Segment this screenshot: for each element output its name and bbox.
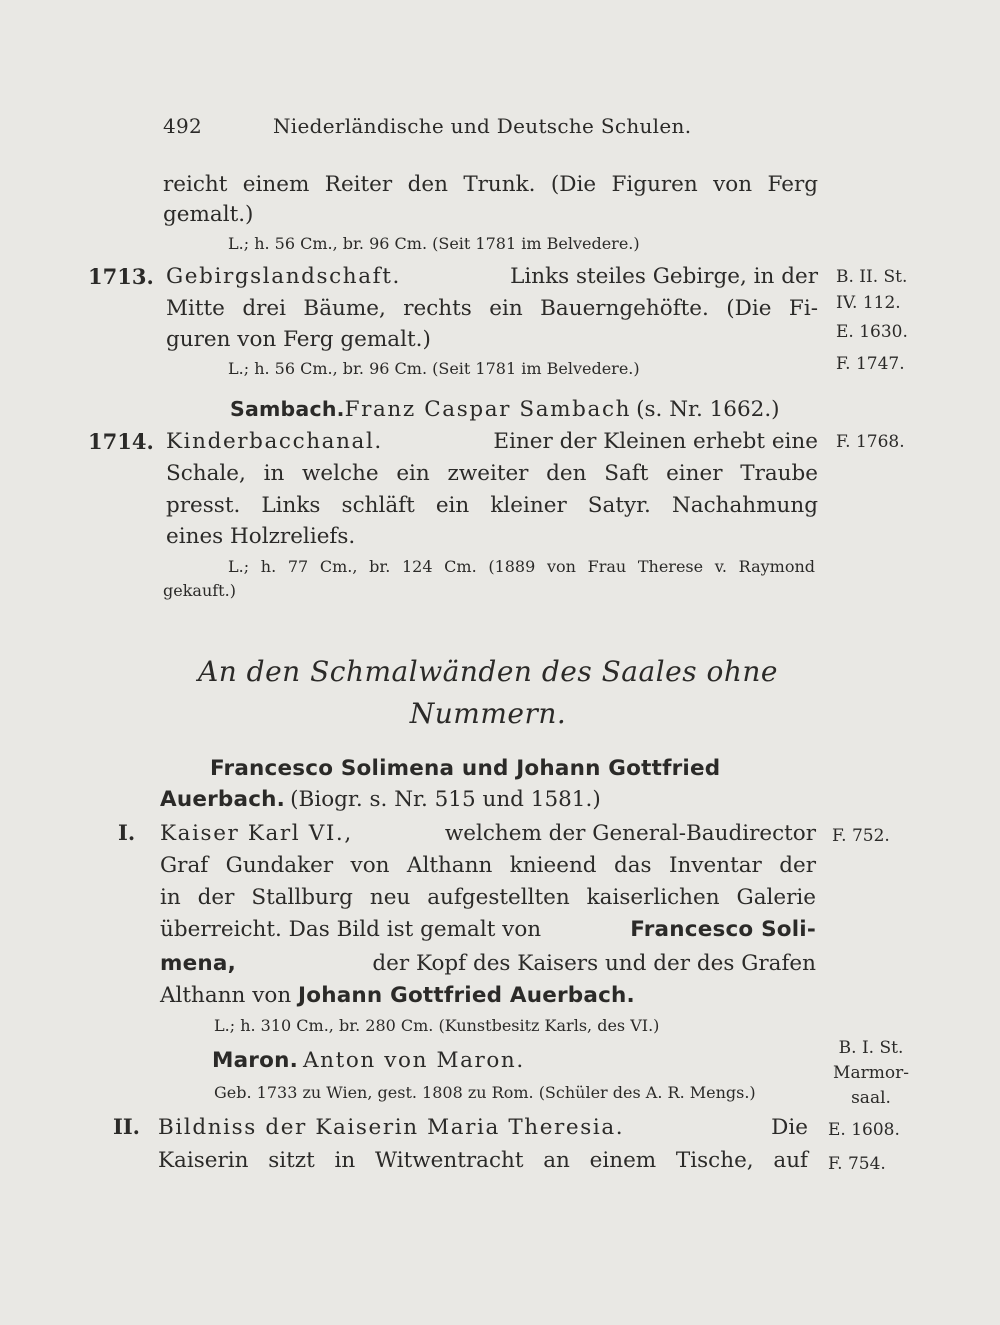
entry-II-side-2: F. 754. bbox=[828, 1154, 886, 1174]
entry-I-side-1: F. 752. bbox=[832, 826, 890, 846]
artist-ref-sambach: (s. Nr. 1662.) bbox=[636, 397, 780, 422]
entry-1714-line-1 bbox=[166, 429, 818, 454]
entry-1713-note: L.; h. 56 Cm., br. 96 Cm. (Seit 1781 im Belvedere.) bbox=[228, 359, 640, 378]
artist-heading-solimena: Francesco Solimena und Johann Gottfried bbox=[210, 756, 721, 781]
entry-1714-line-3: presst. Links schläft ein kleiner Satyr. Nachahmung bbox=[166, 493, 818, 518]
entry-1713-line-3: guren von Ferg gemalt.) bbox=[166, 327, 431, 352]
entry-1713-side-4: F. 1747. bbox=[836, 354, 905, 374]
entry-number-II: II. bbox=[113, 1114, 140, 1139]
cont-line-2: gemalt.) bbox=[163, 202, 254, 227]
entry-I-painter-1: Francesco Soli- bbox=[630, 917, 816, 942]
entry-II-side-1: E. 1608. bbox=[828, 1120, 900, 1140]
artist-fullname-maron: Anton von Maron. bbox=[303, 1048, 525, 1073]
entry-I-line-5-text: der Kopf des Kaisers und der des Grafen bbox=[372, 951, 816, 976]
entry-1714-line-4: eines Holzreliefs. bbox=[166, 524, 356, 549]
maron-side-3: saal. bbox=[851, 1088, 891, 1108]
entry-1714-side-1: F. 1768. bbox=[836, 432, 905, 452]
cont-note: L.; h. 56 Cm., br. 96 Cm. (Seit 1781 im Belvedere.) bbox=[228, 234, 640, 253]
artist-heading-maron bbox=[212, 1048, 525, 1073]
entry-1714-note-2: gekauft.) bbox=[163, 581, 236, 600]
entry-1714-note-1: L.; h. 77 Cm., br. 124 Cm. (1889 von Frau Therese v. Raymond bbox=[228, 557, 815, 576]
artist-heading-sambach bbox=[230, 397, 780, 422]
entry-I-title: Kaiser Karl VI., bbox=[160, 821, 353, 846]
maron-side-1: B. I. St. bbox=[838, 1038, 904, 1058]
entry-I-line-4 bbox=[160, 917, 816, 942]
entry-1713-side-1: B. II. St. bbox=[836, 267, 908, 287]
entry-II-title: Bildniss der Kaiserin Maria Theresia. bbox=[158, 1115, 625, 1140]
entry-1713-title: Gebirgslandschaft. bbox=[166, 264, 401, 289]
entry-1714-line-1-text: Einer der Kleinen erhebt eine bbox=[493, 429, 818, 454]
entry-1714-line-2: Schale, in welche ein zweiter den Saft einer Traube bbox=[166, 461, 818, 486]
entry-I-line-6 bbox=[160, 983, 635, 1008]
entry-I-painter-2: Johann Gottfried Auerbach. bbox=[298, 983, 635, 1008]
section-heading-line-1: An den Schmalwänden des Saales ohne bbox=[198, 655, 778, 688]
entry-II-line-2: Kaiserin sitzt in Witwentracht an einem Tische, auf bbox=[158, 1148, 808, 1173]
entry-I-line-1-text: welchem der General-Baudirector bbox=[444, 821, 816, 846]
artist-ref-solimena: (Biogr. s. Nr. 515 und 1581.) bbox=[290, 787, 601, 812]
running-title: Niederländische und Deutsche Schulen. bbox=[273, 114, 692, 138]
cont-line-1: reicht einem Reiter den Trunk. (Die Figuren von Ferg bbox=[163, 172, 818, 197]
entry-I-line-6-text: Althann von bbox=[160, 983, 292, 1008]
entry-1713-side-2: IV. 112. bbox=[836, 293, 901, 313]
section-heading-line-2: Nummern. bbox=[409, 697, 567, 730]
entry-I-line-5 bbox=[160, 951, 816, 976]
entry-1713-side-3: E. 1630. bbox=[836, 322, 908, 342]
entry-II-line-1 bbox=[158, 1115, 808, 1140]
artist-name-sambach: Sambach. bbox=[230, 397, 345, 421]
artist-heading-auerbach bbox=[160, 787, 601, 812]
artist-name-auerbach: Auerbach. bbox=[160, 787, 286, 812]
artist-name-maron: Maron. bbox=[212, 1048, 298, 1073]
entry-1714-title: Kinderbacchanal. bbox=[166, 429, 383, 454]
entry-number-I: I. bbox=[118, 820, 136, 845]
entry-I-line-2: Graf Gundaker von Althann knieend das Inventar der bbox=[160, 853, 816, 878]
entry-number-1713: 1713. bbox=[88, 264, 154, 289]
entry-1713-line-1 bbox=[166, 264, 818, 289]
entry-number-1714: 1714. bbox=[88, 429, 154, 454]
artist-bio-maron: Geb. 1733 zu Wien, gest. 1808 zu Rom. (Schüler des A. R. Mengs.) bbox=[214, 1083, 756, 1102]
entry-I-line-3: in der Stallburg neu aufgestellten kaiserlichen Galerie bbox=[160, 885, 816, 910]
maron-side-2: Marmor- bbox=[833, 1063, 909, 1083]
entry-I-note: L.; h. 310 Cm., br. 280 Cm. (Kunstbesitz Karls, des VI.) bbox=[214, 1016, 660, 1035]
entry-I-painter-1-end: mena, bbox=[160, 951, 236, 976]
artist-fullname-sambach: Franz Caspar Sambach bbox=[344, 397, 632, 422]
entry-I-line-1 bbox=[160, 821, 816, 846]
entry-1713-line-1-text: Links steiles Gebirge, in der bbox=[510, 264, 818, 289]
entry-I-line-4-text: überreicht. Das Bild ist gemalt von bbox=[160, 917, 542, 942]
entry-1713-line-2: Mitte drei Bäume, rechts ein Bauerngehöfte. (Die Fi- bbox=[166, 296, 818, 321]
entry-II-line-1-text: Die bbox=[771, 1115, 808, 1140]
page-number: 492 bbox=[163, 114, 203, 138]
